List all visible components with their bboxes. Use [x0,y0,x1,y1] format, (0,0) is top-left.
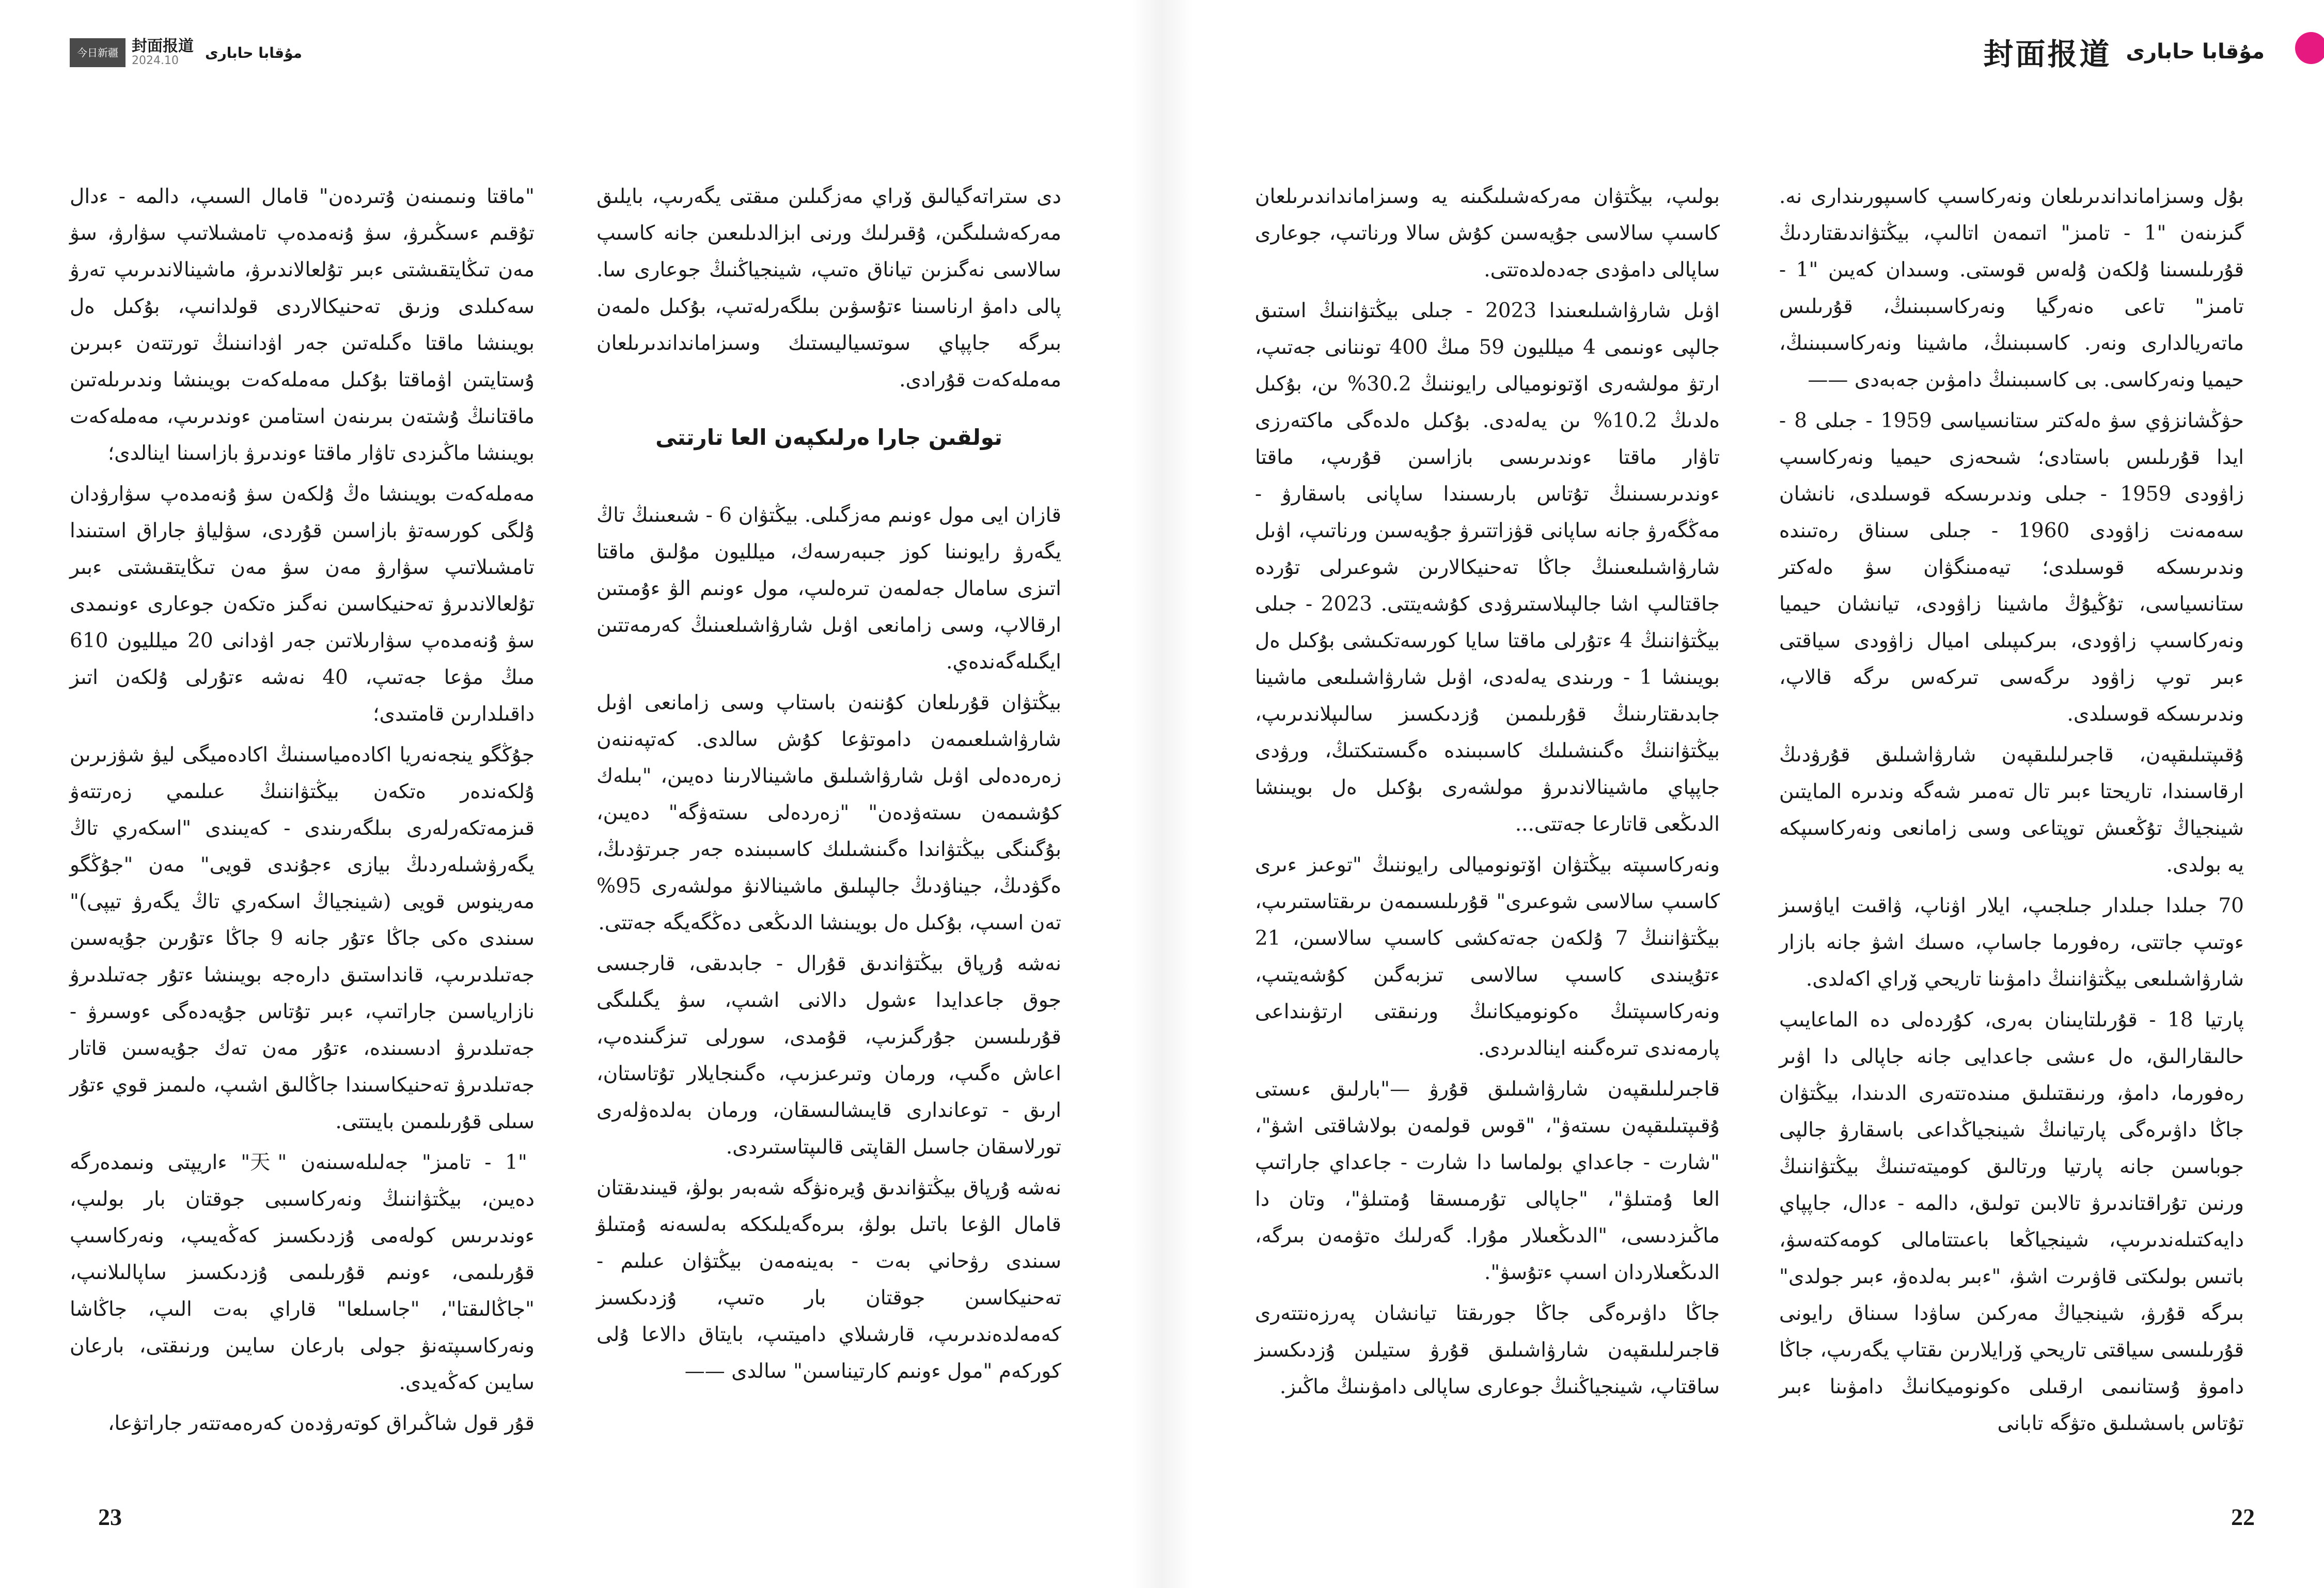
paragraph: مەملەكەت بويىنشا ەڭ ۇلكەن سۋ ۇنەمدەپ سۋارۋدان ۇلگى كورسەتۋ بازاسىن قۇردى، سۋلياۋ جاراق استىندا تامشىلاتىپ سۋارۋ مەن سۋ مەن تىڭايتقىشتى ءبىر تۇلعالاندىرۋ تەحنيكاسىن نەگىز ەتكەن جوعارى ءونىمدى سۋ ۇنەمدەپ سۋارىلاتىن جەر اۋدانى 20 ميلليون 610 مىڭ مۋعا جەتىپ، 40 نەشە ءتۇرلى ۇلكەن اتىز داقىلدارىن قامتىدى؛ [70,482,535,726]
column-1 [70,178,535,1446]
paragraph: بۇل وسىزامانداندىرىلعان ونەركاسىپ كاسىپورىندارى نە. گىزىنەن "1 - تامىز" اتىمەن اتالىپ، بيڭتۋاندىقتاردىڭ قۇرىلىسىنا ۇلكەن ۇلەس قوستى. وسىدان كەيىن "1 - تامىز" تاعى ەنەرگيا ونەركاسىبىنىڭ، قۇرىلىس ماتەريالدارى ونەر. كاسىبىنىڭ، ماشينا ونەركاسىبىنىڭ، حيميا ونەركاسى. بى كاسىبىنىڭ دامۋىن جەبەدى —— [1779,185,2244,392]
paragraph: جۇڭگو ينجەنەريا اكادەمياسىنىڭ اكادەميگى ليۋ شۋزىرىن ۇلكەندەر ەتكەن بيڭتۋاننىڭ عىلىمي زەرتتەۋ قىزمەتكەرلەرى بىلگەرىندى - كەيىندى "اسكەري تاڭ يگەرۋشىلەردىڭ بيازى ءجۇندى قويى" مەن "جۇڭگو مەرينوس قويى (شينجياڭ اسكەري تاڭ يگەرۋ تيپى)" سىندى ەكى جاڭا ءتۇر جانە 9 جاڭا ءتۇرىن جۇيەسىن جەتىلدىرىپ، قانداستىق دارەجە بويىنشا ءتۇر جەتىلدىرۋ نازارياسىن جاراتىپ، ءبىر تۇتاس جۇيەدەگى ءوسىرۋ - جەتىلدىرۋ ادىسىندە، ءتۇر مەن تەك جۇيەسىن قاتار جەتىلدىرۋ تەحنيكاسىندا جاڭالىق اشىپ، ەلىمىز قوي ءتۇر سىلى قۇرىلىمىن بايىتتى. [70,743,535,1133]
paragraph: دى ستراتەگيالىق ۆراي مەزگىلىن مىقتى يگەرىپ، بايلىق مەركەشىلىگىن، ۇقىرلىك ورنى ابزالدىلىعىن جانە كاسىپ سالاسى نەگىزىن تياناق ەتىپ، شينجياڭنىڭ جوعارى سا. پالى دامۋ ارناسىنا ءتۇسۋىن بىلگەرلەتىپ، بۇكىل ەلمەن بىرگە جاپپاي سوتسياليستىك وسىزامانداندىرىلعان مەملەكەت قۇرادى. [596,185,1061,392]
paragraph: قاجىرلىلىقپەن شارۋاشىلىق قۇرۋ —"بارلىق ءىستى ۇقىپتىلىقپەن ىستەۋ"، "قوس قولمەن بولاشاقتى اشۋ"، "شارت - جاعداي بولماسا دا شارت - جاعداي جاراتىپ العا ۇمتىلۋ"، "جاپالى تۇرمىسقا ۇمتىلۋ"، وتان دا ماڭىزدىسى، "الدىڭعىلار مۇرا. گەرلىك ەتۋمەن بىرگە، الدىڭعىلاردان اسىپ ءتۇسۋ". [1255,1078,1720,1284]
magazine-logo: 今日新疆 [70,38,125,67]
column-2 [596,178,1061,1394]
paragraph: بيڭتۋان قۇرىلعان كۇننەن باستاپ وسى زامانعى اۋىل شارۋاشىلعىمەن داموتۋعا كۇش سالدى. كەتپەننەن زەرەدەلى اۋىل شارۋاشىلىق ماشينالارىنا دەيىن، "بىلەك كۇشىمەن ىستەۋدەن" "زەردەلى ىستەۋگە" دەيىن، بۇگىنگى بيڭتۋاندا ەگىنشىلىك كاسىبىندە جەر جىرتۋدىڭ، ەگۋدىڭ، جيناۋدىڭ جالپىلىق ماشينالانۋ مولشەرى 95% تەن اسىپ، بۇكىل ەل بويىنشا الدىڭعى دەڭگەيگە جەتتى. [596,691,1061,935]
paragraph: بولىپ، بيڭتۋان مەركەشىلىگىنە يە وسىزامانداندىرىلعان كاسىپ سالاسى جۇيەسىن كۇش سالا ورناتىپ، جوعارى ساپالى دامۋدى جەدەلدەتتى. [1255,185,1720,282]
section-author: مۇقابا حابارى [205,44,303,61]
page-number-right: 22 [2231,1504,2255,1530]
column-3 [1255,178,1720,1409]
issue-date: 2024.10 [132,54,179,67]
paragraph: ۇقىپتىلىقپەن، قاجىرلىلىقپەن شارۋاشىلىق قۇرۋدىڭ ارقاسىندا، تاريحتا ءبىر تال تەمىر شەگە وندىرە المايتىن شينجياڭ تۇڭعىش توپتاعى وسى زامانعى ونەركاسىپكە يە بولدى. [1779,743,2244,877]
section-heading: تولقىن جارا ەرلىكپەن العا تارتتى [655,425,1002,450]
paragraph: اۋىل شارۋاشىلىعىندا 2023 - جىلى بيڭتۋاننىڭ استىق جالپى ءونىمى 4 ميلليون 59 مىڭ 400 توننانى جەتىپ، ارتۋ مولشەرى اۆتونوميالى رايوننىڭ 30.2% ىن، بۇكىل ەلدىڭ 10.2% ىن يەلەدى. بۇكىل ەلدەگى ماكتەرزى تاۋار ماقتا ءوندىرىسى بازاسىن قۇرىپ، ماقتا ءوندىرىسىنىڭ تۇتاس بارىسىندا ساپانى باسقارۋ - مەڭگەرۋ جانە ساپانى قۋزاتتىرۋ جۇيەسىن ورناتىپ، اۋىل شارۋاشىلىعىنىڭ جاڭا تەحنيكالارىن شوعىرلى تۇردە جاقتالىپ اشا جالپىلاستىرۋدى كۇشەيتتى. 2023 - جىلى بيڭتۋاننىڭ 4 ءتۇرلى ماقتا سايا كورسەتكىشى بۇكىل ەل بويىنشا 1 - ورىندى يەلەدى، اۋىل شارۋاشىلىعى ماشينا جابدىقتارىنىڭ قۇرىلىمىن ۇزدىكسىز سالىپلاندىرىپ، بيڭتۋاننىڭ ەگىنشىلىك كاسىبىندە ەگىستىكتىڭ، ورۋدى جاپپاي ماشينالاندىرۋ مولشەرى بۇكىل ەل بويىنشا الدىڭعى قاتارعا جەتتى... [1255,299,1720,836]
paragraph: 70 جىلدا جىلدار جىلجىپ، ايلار اۋناپ، ۋاقىت اياۋسىز ءوتىپ جاتتى، رەفورما جاساپ، ەسىك اشۋ جانە بازار شارۋاشىلىعى بيڭتۋاننىڭ دامۋىنا تاريحي ۆراي اكەلدى. [1779,894,2244,991]
column-4 [1779,178,2244,1446]
paragraph: جاڭا داۋىرەگى جاڭا جورىقتا تيانشان پەرزەنتتەرى قاجىرلىلىقپەن شارۋاشىلىق قۇرۋ ستيلىن ۇزدىكسىز ساقتاپ، شينجياڭنىڭ جوعارى ساپالى دامۋىنىڭ ماڭىز. [1255,1302,1720,1398]
magazine-info [132,38,194,67]
paragraph: "1 - تامىز" جەلىلەسىنەن "天" ءاريپتى ونىمدەرگە دەيىن، بيڭتۋاننىڭ ونەركاسىبى جوقتان بار بولىپ، ءوندىرىس كولەمى ۇزدىكسىز كەڭەيىپ، ونەركاسىپ قۇرىلىمى، ءونىم قۇرىلىمى ۇزدىكسىز ساپالىلانىپ، "جاڭالىقتا"، "جاسىلعا" قاراي بەت الىپ، جاڭاشا ونەركاسىپتەنۋ جولى بارعان سايىن ورنىقتى، بارعان سايىن كەڭەيدى. [70,1151,535,1394]
paragraph: حۋڭشانزۋي سۋ ەلەكتر ستانسياسى 1959 - جىلى 8 - ايدا قۇرىلىس باستادى؛ شىحەزى حيميا ونەركاسىپ زاۋودى 1959 - جىلى وندىرىسكە قوسىلدى، نانشان سەمەنت زاۋودى 1960 - جىلى سىناق رەتىندە وندىرىسكە قوسىلدى؛ تيەمىنگۋان سۋ ەلەكتر ستانسياسى، تۇڭيۇڭ ماشينا زاۋودى، تيانشان حيميا ونەركاسىپ زاۋودى، بىركىپىلى اميال زاۋودى سياقتى ءبىر توپ زاۋود ىرگەسى تىركەس ىرگە قالاپ، وندىرىسكە قوسىلدى. [1779,409,2244,726]
magazine-title: 封面报道 [132,37,194,55]
paragraph: نەشە ۇرپاق بيڭتۋاندىق قۇرال - جابدىقى، قارجىسى جوق جاعدايدا ءشول دالانى اشىپ، سۋ يگىلىگى قۇرىلىسىن جۇرگىزىپ، قۇمدى، سورلى تىزگىندەپ، اعاش ەگىپ، ورمان وتىرعىزىپ، ەگىنجايلار تۇتاستان، ارىق - توعاندارى قايىشالىسقان، ورمان بەلدەۋلەرى تورلاسقان جاسىل القاپتى قالىپتاستىردى. [596,952,1061,1159]
right-page [1162,0,2324,1588]
paragraph: "ماقتا ونىمىنەن ۇتىردەن" قامال السىپ، دالمە - ءدال تۇقىم ءسىڭىرۋ، سۋ ۇنەمدەپ تامشىلاتىپ سۋارۋ، سۋ مەن تىڭايتقىشتى ءبىر تۇلعالاندىرۋ، ماشينالاندىرىپ تەرۋ سەكىلدى وزىق تەحنيكالاردى قولدانىپ، بۇكىل ەل بويىنشا ماقتا ەگىلەتىن جەر اۋدانىنىڭ تورتتەن ءبىرىن ۇستايتىن اۋماقتا بۇكىل مەملەكەت بويىنشا وندىرىلەتىن ماقتانىڭ ۇشتەن بىرىنەن استامىن ءوندىرىپ، مەملەكەت بويىنشا ماڭىزدى تاۋار ماقتا ءوندىرۋ بازاسىنا اينالدى؛ [70,185,535,465]
paragraph: قۇر قول شاڭىراق كوتەرۋدەن كەرەمەتتەر جاراتۋعا، [107,1412,535,1435]
paragraph: ونەركاسىپتە بيڭتۋان اۆتونوميالى رايوننىڭ "توعىز ءىرى كاسىپ سالاسى شوعىرى" قۇرىلىسىمەن ىرىقتاستىرىپ، بيڭتۋاننىڭ 7 ۇلكەن جەتەكشى كاسىپ سالاسىن، 21 ءتۇيىندى كاسىپ سالاسى تىزبەگىن كۇشەيتىپ، ونەركاسىپتىڭ ەكونوميكانىڭ ورنىقتى ارتۋىنداعى پارمەندى تىرەگىنە اينالدىردى. [1255,853,1720,1060]
right-page-header [1983,30,2265,73]
page-number-left: 23 [98,1504,122,1530]
left-page-header [70,37,302,68]
paragraph: پارتيا 18 - قۇرىلتايىنان بەرى، كۇردەلى دە الماعايىپ حالىقارالىق، ەل ءىشى جاعدايى جانە جاپالى دا اۋىر رەفورما، دامۋ، ورنىقتىلىق مىندەتتەرى الدىندا، بيڭتۋان جاڭا داۋىرەگى پارتيانىڭ شينجياڭداعى باسقارۋ جالپى جوباسىن جانە پارتيا ورتالىق كوميتەتىنىڭ بيڭتۋاننىڭ ورنىن تۇراقتاندىرۋ تالابىن تولىق، دالمە - ءدال، جاپپاي دايەكتىلەندىرىپ، شينجياڭعا باعىتتامالى كومەكتەسۋ، باتىس بولىكتى قاۋىرت اشۋ، "ءبىر بەلدەۋ، ءبىر جولدى" بىرگە قۇرۋ، شينجياڭ مەركىن ساۋدا سىناق رايونى قۇرىلىسى سياقتى تاريحي ۆرايلارىن ىقتاپ يگەرىپ، جاڭا داموۋ ۇستانىمى ارقىلى ەكونوميكانىڭ دامۋىنا ءبىر تۇتاس باسشىلىق ەتۋگە تابانى [1779,1008,2244,1435]
cover-story-label: 封面报道 [1983,37,2112,72]
section-tab-marker [2295,32,2324,64]
paragraph: قازان ايى مول ءونىم مەزگىلى. بيڭتۋان 6 - شىعىنىڭ تاڭ يگەرۋ رايونىنا كوز جىبەرسەك، ميلليون مۇلىق ماقتا اتىزى سامال جەلمەن تىرەلىپ، مول ءونىم الۋ ءۇمىتىن ارقالاپ، وسى زامانعى اۋىل شارۋاشىلعىنىڭ كەرمەتتىن ايگىلەگەندەي. [596,504,1062,674]
paragraph: نەشە ۇرپاق بيڭتۋاندىق ۇيرەنۋگە شەبەر بولۋ، قيىندىقتان قامال الۋعا باتىل بولۋ، بىرەگەيلىككە بەلسەنە ۇمتىلۋ سىندى رۋحاني بەت - بەينەمەن بيڭتۋان عىلىم - تەحنيكاسىن جوقتان بار ەتىپ، ۇزدىكسىز كەمەلدەندىرىپ، قارشىلاي داميتىپ، بايتاق دالاعا ۇلى كوركەم "مول ءونىم كارتيناسىن" سالدى —— [596,1176,1061,1383]
section-author: مۇقابا حابارى [2126,40,2265,64]
